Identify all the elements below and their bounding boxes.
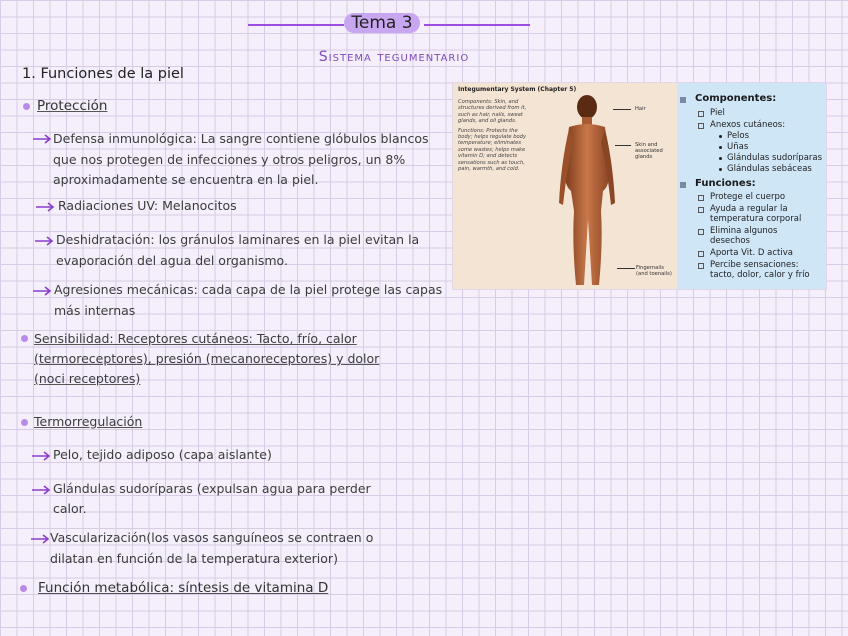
- square-bullet-icon: [680, 97, 686, 103]
- topic-termorregulacion: Termorregulación: [34, 414, 143, 429]
- panel-item: Aporta Vit. D activa: [710, 248, 793, 258]
- label-fingernails: [636, 265, 672, 277]
- label-skin: [635, 142, 663, 160]
- arrow-icon: [32, 134, 52, 144]
- bullet-dot: [23, 103, 30, 110]
- square-bullet-icon: [698, 207, 704, 213]
- panel-item: Ayuda a regular la: [710, 204, 788, 214]
- note-line: Vascularización(los vasos sanguíneos se contraen o: [50, 530, 374, 545]
- integumentary-figure: [452, 82, 827, 290]
- dot-bullet-icon: [719, 146, 722, 149]
- leader-line: [613, 109, 631, 110]
- panel-item: desechos: [710, 236, 750, 246]
- panel-subitem: Uñas: [727, 142, 749, 152]
- panel-item: temperatura corporal: [710, 214, 802, 224]
- title-line-left: [248, 24, 344, 26]
- label-hair: Hair: [635, 106, 646, 112]
- dot-bullet-icon: [719, 135, 722, 138]
- figure-components-text: Components: Skin, and structures derived from it, such as hair, nails, sweat glands, and oil glands.: [458, 99, 527, 125]
- square-bullet-icon: [698, 123, 704, 129]
- square-bullet-icon: [698, 263, 704, 269]
- topic-funcion-metabolica: Función metabólica: síntesis de vitamina D: [38, 580, 329, 596]
- panel-item: Anexos cutáneos:: [710, 120, 786, 130]
- arrow-icon: [32, 286, 52, 296]
- figure-description: [458, 99, 532, 172]
- label-skin-line: associated: [635, 148, 663, 154]
- square-bullet-icon: [698, 195, 704, 201]
- figure-summary-panel: [677, 83, 826, 289]
- panel-item: Protege el cuerpo: [710, 192, 786, 202]
- human-figure-icon: [545, 93, 625, 289]
- note-line: Deshidratación: los gránulos laminares en la piel evitan la: [56, 232, 420, 247]
- figure-functions-text: Functions: Protects the body; helps regulate body temperature; eliminates some wastes; helps make vitamin D; and detects sensations such as touch, pain, warmth, and cold.: [458, 127, 527, 173]
- note-line: que nos protegen de infecciones y otros peligros, un 8%: [53, 152, 406, 167]
- bullet-dot: [21, 335, 28, 342]
- panel-item: tacto, dolor, calor y frío: [710, 270, 810, 280]
- panel-item: Elimina algunos: [710, 226, 778, 236]
- bullet-dot: [21, 419, 28, 426]
- note-line: evaporación del agua del organismo.: [56, 253, 288, 268]
- leader-line: [615, 145, 631, 146]
- arrow-icon: [35, 202, 55, 212]
- title-line-right: [424, 24, 530, 26]
- label-fingernails-line: Fingernails: [636, 265, 664, 271]
- label-fingernails-line: (and toenails): [636, 271, 672, 277]
- section-heading: 1. Funciones de la piel: [22, 66, 184, 82]
- panel-funciones-heading: Funciones:: [695, 178, 756, 189]
- panel-componentes-heading: Componentes:: [695, 93, 777, 104]
- note-line: aproximadamente se encuentra en la piel.: [53, 172, 319, 187]
- arrow-icon: [31, 485, 51, 495]
- note-line: Glándulas sudoríparas (expulsan agua para perder: [53, 481, 371, 496]
- panel-subitem: Pelos: [727, 131, 750, 141]
- panel-subitem: Glándulas sebáceas: [727, 164, 812, 174]
- note-line: dilatan en función de la temperatura exterior): [50, 551, 338, 566]
- note-line: calor.: [53, 501, 87, 516]
- note-line: más internas: [54, 303, 136, 318]
- square-bullet-icon: [698, 229, 704, 235]
- title-banner: [248, 12, 530, 36]
- label-skin-line: glands: [635, 154, 653, 160]
- note-line: Radiaciones UV: Melanocitos: [58, 198, 237, 213]
- dot-bullet-icon: [719, 168, 722, 171]
- note-line: Pelo, tejido adiposo (capa aislante): [53, 447, 272, 462]
- note-line: Defensa inmunológica: La sangre contiene glóbulos blancos: [53, 131, 429, 146]
- arrow-icon: [30, 534, 50, 544]
- arrow-icon: [34, 236, 54, 246]
- bullet-dot: [20, 585, 27, 592]
- page-subtitle: Sistema tegumentario: [318, 49, 470, 65]
- figure-heading: Integumentary System (Chapter 5): [458, 86, 577, 93]
- topic-sensibilidad: Sensibilidad: Receptores cutáneos: Tacto, frío, calor: [34, 331, 357, 346]
- note-line: (termoreceptores), presión (mecanoreceptores) y dolor: [34, 351, 380, 366]
- note-line: Agresiones mecánicas: cada capa de la piel protege las capas: [54, 282, 443, 297]
- topic-proteccion: Protección: [37, 98, 108, 114]
- label-skin-line: Skin and: [635, 142, 658, 148]
- page-title: Tema 3: [344, 13, 420, 33]
- panel-subitem: Glándulas sudoríparas: [727, 153, 823, 163]
- square-bullet-icon: [698, 111, 704, 117]
- arrow-icon: [31, 451, 51, 461]
- note-line: (noci receptores): [34, 371, 141, 386]
- square-bullet-icon: [680, 182, 686, 188]
- dot-bullet-icon: [719, 157, 722, 160]
- figure-illustration: [453, 83, 677, 289]
- square-bullet-icon: [698, 251, 704, 257]
- panel-item: Piel: [710, 108, 725, 118]
- panel-item: Percibe sensaciones:: [710, 260, 799, 270]
- leader-line: [617, 268, 635, 269]
